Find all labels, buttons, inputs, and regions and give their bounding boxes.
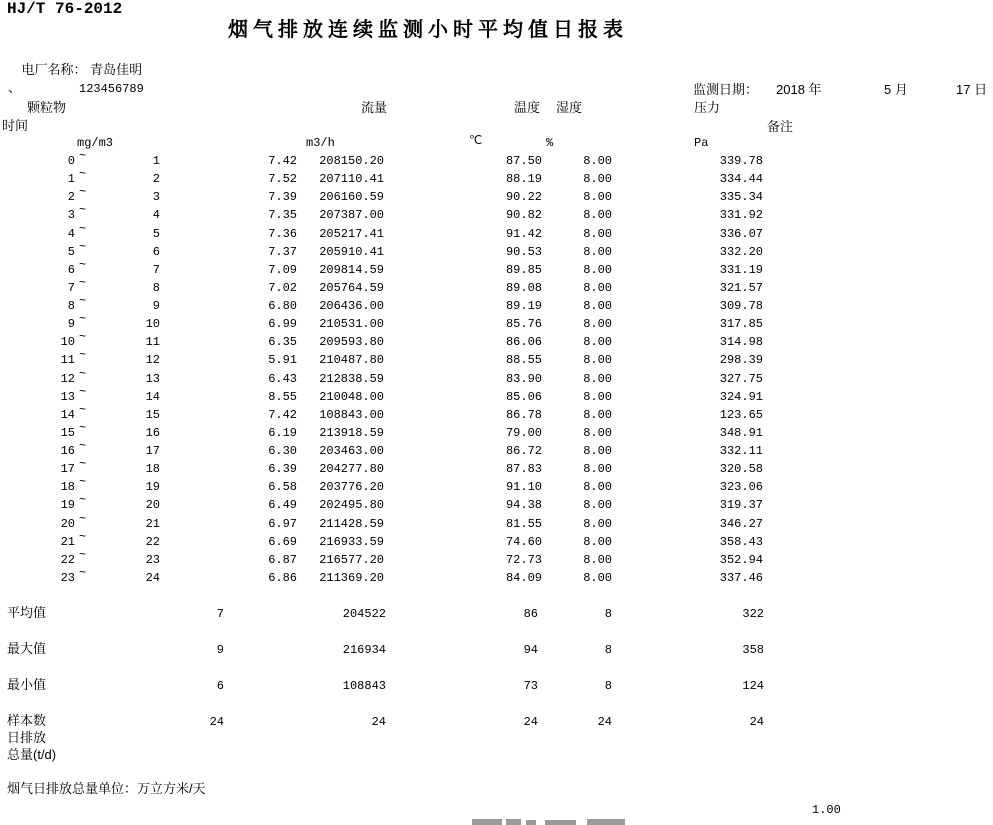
temp-value: 85.76 (505, 317, 542, 331)
flow-value: 205764.59 (319, 281, 384, 295)
summary-row-label: 最小值 (7, 677, 47, 692)
flow-value: 202495.80 (319, 498, 384, 512)
hour-start: 0 (67, 154, 75, 168)
table-row (0, 294, 993, 314)
unit-flow: m3/h (306, 136, 335, 150)
flow-value: 204277.80 (319, 462, 384, 476)
summary-row-label: 最大值 (7, 641, 47, 656)
flow-value: 216933.59 (319, 535, 384, 549)
flow-value: 207110.41 (319, 172, 384, 186)
pressure-summary: 24 (749, 715, 764, 729)
hour-end: 1 (152, 154, 160, 168)
humidity-value: 8.00 (583, 245, 612, 259)
pm-value: 7.52 (268, 172, 297, 186)
pressure-value: 348.91 (719, 426, 763, 440)
temp-value: 90.53 (505, 245, 542, 259)
hour-start: 10 (60, 335, 75, 349)
humidity-value: 8.00 (583, 517, 612, 531)
humidity-value: 8.00 (583, 172, 612, 186)
pressure-value: 321.57 (719, 281, 763, 295)
summary-row-label: 样本数 (7, 713, 47, 728)
hour-end: 16 (145, 426, 160, 440)
temp-value: 86.72 (505, 444, 542, 458)
unit-temp: ℃ (469, 134, 483, 148)
hour-start: 2 (67, 190, 75, 204)
table-row (0, 185, 993, 205)
table-row (0, 421, 993, 441)
unit-humidity: % (546, 136, 554, 150)
temp-value: 89.19 (505, 299, 542, 313)
hour-range-tilde: ~ (79, 421, 87, 435)
hour-end: 14 (145, 390, 160, 404)
flow-value: 207387.00 (319, 208, 384, 222)
hour-range-tilde: ~ (79, 530, 87, 544)
hour-end: 19 (145, 480, 160, 494)
hour-range-tilde: ~ (79, 367, 87, 381)
humidity-summary: 24 (597, 715, 612, 729)
table-row (0, 203, 993, 223)
temp-value: 79.00 (505, 426, 542, 440)
hour-end: 2 (152, 172, 160, 186)
date-label: 监测日期： (693, 82, 759, 97)
hour-range-tilde: ~ (79, 457, 87, 471)
hour-start: 6 (67, 263, 75, 277)
pm-value: 7.35 (268, 208, 297, 222)
flow-value: 209814.59 (319, 263, 384, 277)
pressure-value: 346.27 (719, 517, 763, 531)
flow-value: 206436.00 (319, 299, 384, 313)
pm-value: 6.97 (268, 517, 297, 531)
summary-row (0, 642, 993, 657)
hour-start: 19 (60, 498, 75, 512)
cutoff-fragment-block (472, 819, 502, 825)
hour-end: 21 (145, 517, 160, 531)
hour-end: 11 (145, 335, 160, 349)
flow-value: 213918.59 (319, 426, 384, 440)
flow-value: 210048.00 (319, 390, 384, 404)
flow-value: 208150.20 (319, 154, 384, 168)
hour-range-tilde: ~ (79, 222, 87, 236)
table-row (0, 385, 993, 405)
humidity-value: 8.00 (583, 444, 612, 458)
temp-summary: 94 (523, 643, 538, 657)
table-row (0, 457, 993, 477)
pressure-value: 352.94 (719, 553, 763, 567)
hour-end: 17 (145, 444, 160, 458)
unit-pressure: Pa (694, 136, 709, 150)
hour-end: 4 (152, 208, 160, 222)
hour-start: 3 (67, 208, 75, 222)
pm-value: 6.80 (268, 299, 297, 313)
temp-value: 89.85 (505, 263, 542, 277)
humidity-value: 8.00 (583, 498, 612, 512)
temp-value: 87.50 (505, 154, 542, 168)
hour-range-tilde: ~ (79, 167, 87, 181)
hour-start: 14 (60, 408, 75, 422)
pm-value: 6.39 (268, 462, 297, 476)
flow-value: 108843.00 (319, 408, 384, 422)
temp-summary: 24 (523, 715, 538, 729)
cutoff-fragment-block (506, 819, 521, 825)
temp-value: 84.09 (505, 571, 542, 585)
hour-range-tilde: ~ (79, 403, 87, 417)
pressure-value: 331.92 (719, 208, 763, 222)
pm-value: 7.42 (268, 154, 297, 168)
pressure-value: 332.11 (719, 444, 763, 458)
table-row (0, 403, 993, 423)
pressure-value: 324.91 (719, 390, 763, 404)
hour-range-tilde: ~ (79, 185, 87, 199)
table-row (0, 348, 993, 368)
hour-range-tilde: ~ (79, 348, 87, 362)
humidity-value: 8.00 (583, 353, 612, 367)
temp-value: 88.19 (505, 172, 542, 186)
hour-end: 22 (145, 535, 160, 549)
temp-value: 74.60 (505, 535, 542, 549)
flow-value: 206160.59 (319, 190, 384, 204)
flow-summary: 108843 (342, 679, 386, 693)
temp-value: 94.38 (505, 498, 542, 512)
hour-start: 1 (67, 172, 75, 186)
summary-row (0, 678, 993, 693)
column-header-remark: 备注 (767, 119, 794, 134)
hour-range-tilde: ~ (79, 475, 87, 489)
hour-start: 8 (67, 299, 75, 313)
pressure-value: 323.06 (719, 480, 763, 494)
hour-end: 8 (152, 281, 160, 295)
pm-value: 6.86 (268, 571, 297, 585)
flow-value: 212838.59 (319, 372, 384, 386)
standard-code: HJ/T 76-2012 (7, 0, 123, 18)
pressure-value: 320.58 (719, 462, 763, 476)
pm-value: 6.19 (268, 426, 297, 440)
daily-total-label-line1: 日排放 (7, 730, 47, 745)
hour-end: 13 (145, 372, 160, 386)
table-row (0, 222, 993, 242)
hour-start: 17 (60, 462, 75, 476)
pm-value: 7.09 (268, 263, 297, 277)
date-year: 2018 年 (776, 82, 822, 97)
pressure-value: 123.65 (719, 408, 763, 422)
flow-value: 216577.20 (319, 553, 384, 567)
table-row (0, 566, 993, 586)
table-row (0, 149, 993, 169)
pressure-value: 358.43 (719, 535, 763, 549)
table-row (0, 475, 993, 495)
flow-summary: 204522 (342, 607, 386, 621)
pm-value: 6.99 (268, 317, 297, 331)
date-month: 5 月 (884, 82, 908, 97)
hour-end: 3 (152, 190, 160, 204)
table-row (0, 167, 993, 187)
flow-summary: 216934 (342, 643, 386, 657)
temp-value: 91.10 (505, 480, 542, 494)
hour-end: 20 (145, 498, 160, 512)
hour-range-tilde: ~ (79, 493, 87, 507)
table-row (0, 276, 993, 296)
pressure-value: 332.20 (719, 245, 763, 259)
pressure-value: 309.78 (719, 299, 763, 313)
page-title: 烟气排放连续监测小时平均值日报表 (228, 19, 628, 41)
scale-value: 1.00 (812, 803, 841, 817)
hour-start: 7 (67, 281, 75, 295)
humidity-value: 8.00 (583, 372, 612, 386)
humidity-value: 8.00 (583, 553, 612, 567)
temp-value: 83.90 (505, 372, 542, 386)
pm-value: 7.42 (268, 408, 297, 422)
table-row (0, 530, 993, 550)
pressure-value: 319.37 (719, 498, 763, 512)
pressure-value: 298.39 (719, 353, 763, 367)
hour-start: 13 (60, 390, 75, 404)
table-row (0, 493, 993, 513)
flow-value: 203776.20 (319, 480, 384, 494)
hour-start: 15 (60, 426, 75, 440)
pm-value: 6.49 (268, 498, 297, 512)
pm-value: 8.55 (268, 390, 297, 404)
temp-value: 90.82 (505, 208, 542, 222)
pm-summary: 9 (216, 643, 224, 657)
hour-range-tilde: ~ (79, 548, 87, 562)
humidity-value: 8.00 (583, 190, 612, 204)
pressure-value: 317.85 (719, 317, 763, 331)
hour-end: 15 (145, 408, 160, 422)
temp-value: 72.73 (505, 553, 542, 567)
humidity-value: 8.00 (583, 408, 612, 422)
humidity-value: 8.00 (583, 281, 612, 295)
hour-range-tilde: ~ (79, 294, 87, 308)
pressure-value: 335.34 (719, 190, 763, 204)
hour-range-tilde: ~ (79, 330, 87, 344)
temp-value: 91.42 (505, 227, 542, 241)
hour-end: 6 (152, 245, 160, 259)
hour-range-tilde: ~ (79, 149, 87, 163)
comma-mark: 、 (8, 80, 22, 95)
summary-row-label: 平均值 (7, 605, 47, 620)
pm-summary: 7 (216, 607, 224, 621)
temp-value: 87.83 (505, 462, 542, 476)
table-row (0, 512, 993, 532)
flow-value: 203463.00 (319, 444, 384, 458)
humidity-summary: 8 (604, 643, 612, 657)
flow-value: 211369.20 (319, 571, 384, 585)
column-header-pressure: 压力 (694, 100, 721, 115)
flow-value: 210487.80 (319, 353, 384, 367)
hour-end: 18 (145, 462, 160, 476)
hour-start: 9 (67, 317, 75, 331)
hour-end: 5 (152, 227, 160, 241)
hour-start: 12 (60, 372, 75, 386)
hour-end: 12 (145, 353, 160, 367)
pressure-value: 327.75 (719, 372, 763, 386)
hour-range-tilde: ~ (79, 385, 87, 399)
humidity-value: 8.00 (583, 154, 612, 168)
hour-start: 11 (60, 353, 75, 367)
table-row (0, 258, 993, 278)
flow-value: 210531.00 (319, 317, 384, 331)
plant-name-value: 青岛佳明 (90, 62, 143, 78)
column-header-pm: 颗粒物 (27, 100, 67, 115)
summary-row (0, 714, 993, 729)
pressure-value: 331.19 (719, 263, 763, 277)
hour-end: 10 (145, 317, 160, 331)
humidity-summary: 8 (604, 607, 612, 621)
humidity-value: 8.00 (583, 299, 612, 313)
temp-value: 90.22 (505, 190, 542, 204)
hour-range-tilde: ~ (79, 566, 87, 580)
humidity-value: 8.00 (583, 335, 612, 349)
temp-value: 89.08 (505, 281, 542, 295)
hour-start: 20 (60, 517, 75, 531)
pm-value: 7.02 (268, 281, 297, 295)
date-day: 17 日 (956, 82, 988, 97)
pm-value: 7.39 (268, 190, 297, 204)
pm-value: 6.43 (268, 372, 297, 386)
table-row (0, 312, 993, 332)
humidity-value: 8.00 (583, 208, 612, 222)
temp-summary: 73 (523, 679, 538, 693)
table-row (0, 367, 993, 387)
hour-start: 21 (60, 535, 75, 549)
humidity-value: 8.00 (583, 426, 612, 440)
pm-value: 6.58 (268, 480, 297, 494)
pm-value: 5.91 (268, 353, 297, 367)
pressure-value: 337.46 (719, 571, 763, 585)
cutoff-fragment-block (545, 820, 576, 825)
footer-unit-note: 烟气日排放总量单位：万立方米/天 (7, 781, 206, 796)
hour-start: 4 (67, 227, 75, 241)
hour-start: 22 (60, 553, 75, 567)
humidity-value: 8.00 (583, 462, 612, 476)
hour-start: 18 (60, 480, 75, 494)
temp-value: 88.55 (505, 353, 542, 367)
pm-value: 6.87 (268, 553, 297, 567)
humidity-value: 8.00 (583, 480, 612, 494)
hour-range-tilde: ~ (79, 512, 87, 526)
pm-value: 7.36 (268, 227, 297, 241)
hour-range-tilde: ~ (79, 439, 87, 453)
temp-value: 81.55 (505, 517, 542, 531)
humidity-value: 8.00 (583, 263, 612, 277)
hour-end: 7 (152, 263, 160, 277)
table-row (0, 330, 993, 350)
pm-summary: 6 (216, 679, 224, 693)
hour-end: 23 (145, 553, 160, 567)
pm-summary: 24 (209, 715, 224, 729)
humidity-value: 8.00 (583, 390, 612, 404)
hour-range-tilde: ~ (79, 203, 87, 217)
humidity-value: 8.00 (583, 571, 612, 585)
column-header-humidity: 湿度 (556, 100, 583, 115)
table-row (0, 548, 993, 568)
cutoff-fragment-block (587, 819, 625, 825)
pressure-value: 334.44 (719, 172, 763, 186)
daily-total-label-line2: 总量(t/d) (7, 747, 57, 762)
temp-value: 85.06 (505, 390, 542, 404)
cutoff-fragment-block (526, 820, 536, 825)
pressure-summary: 322 (742, 607, 764, 621)
pressure-value: 336.07 (719, 227, 763, 241)
pm-value: 6.69 (268, 535, 297, 549)
table-row (0, 240, 993, 260)
flow-value: 211428.59 (319, 517, 384, 531)
hour-end: 9 (152, 299, 160, 313)
pressure-value: 314.98 (719, 335, 763, 349)
temp-value: 86.78 (505, 408, 542, 422)
column-header-temp: 温度 (514, 100, 541, 115)
pressure-summary: 358 (742, 643, 764, 657)
hour-range-tilde: ~ (79, 258, 87, 272)
humidity-value: 8.00 (583, 535, 612, 549)
hour-start: 5 (67, 245, 75, 259)
hour-range-tilde: ~ (79, 240, 87, 254)
summary-row (0, 606, 993, 621)
hour-start: 23 (60, 571, 75, 585)
temp-value: 86.06 (505, 335, 542, 349)
pm-value: 7.37 (268, 245, 297, 259)
humidity-value: 8.00 (583, 227, 612, 241)
hour-range-tilde: ~ (79, 276, 87, 290)
hour-start: 16 (60, 444, 75, 458)
humidity-value: 8.00 (583, 317, 612, 331)
humidity-summary: 8 (604, 679, 612, 693)
pm-value: 6.35 (268, 335, 297, 349)
flow-value: 205910.41 (319, 245, 384, 259)
pressure-summary: 124 (742, 679, 764, 693)
serial-number: 123456789 (79, 82, 144, 96)
pressure-value: 339.78 (719, 154, 763, 168)
temp-summary: 86 (523, 607, 538, 621)
column-header-time: 时间 (2, 118, 29, 133)
column-header-flow: 流量 (361, 100, 388, 115)
table-row (0, 439, 993, 459)
flow-value: 205217.41 (319, 227, 384, 241)
hour-range-tilde: ~ (79, 312, 87, 326)
plant-name-label: 电厂名称： (21, 62, 87, 78)
hour-end: 24 (145, 571, 160, 585)
flow-value: 209593.80 (319, 335, 384, 349)
pm-value: 6.30 (268, 444, 297, 458)
flow-summary: 24 (371, 715, 386, 729)
unit-pm: mg/m3 (77, 136, 114, 150)
